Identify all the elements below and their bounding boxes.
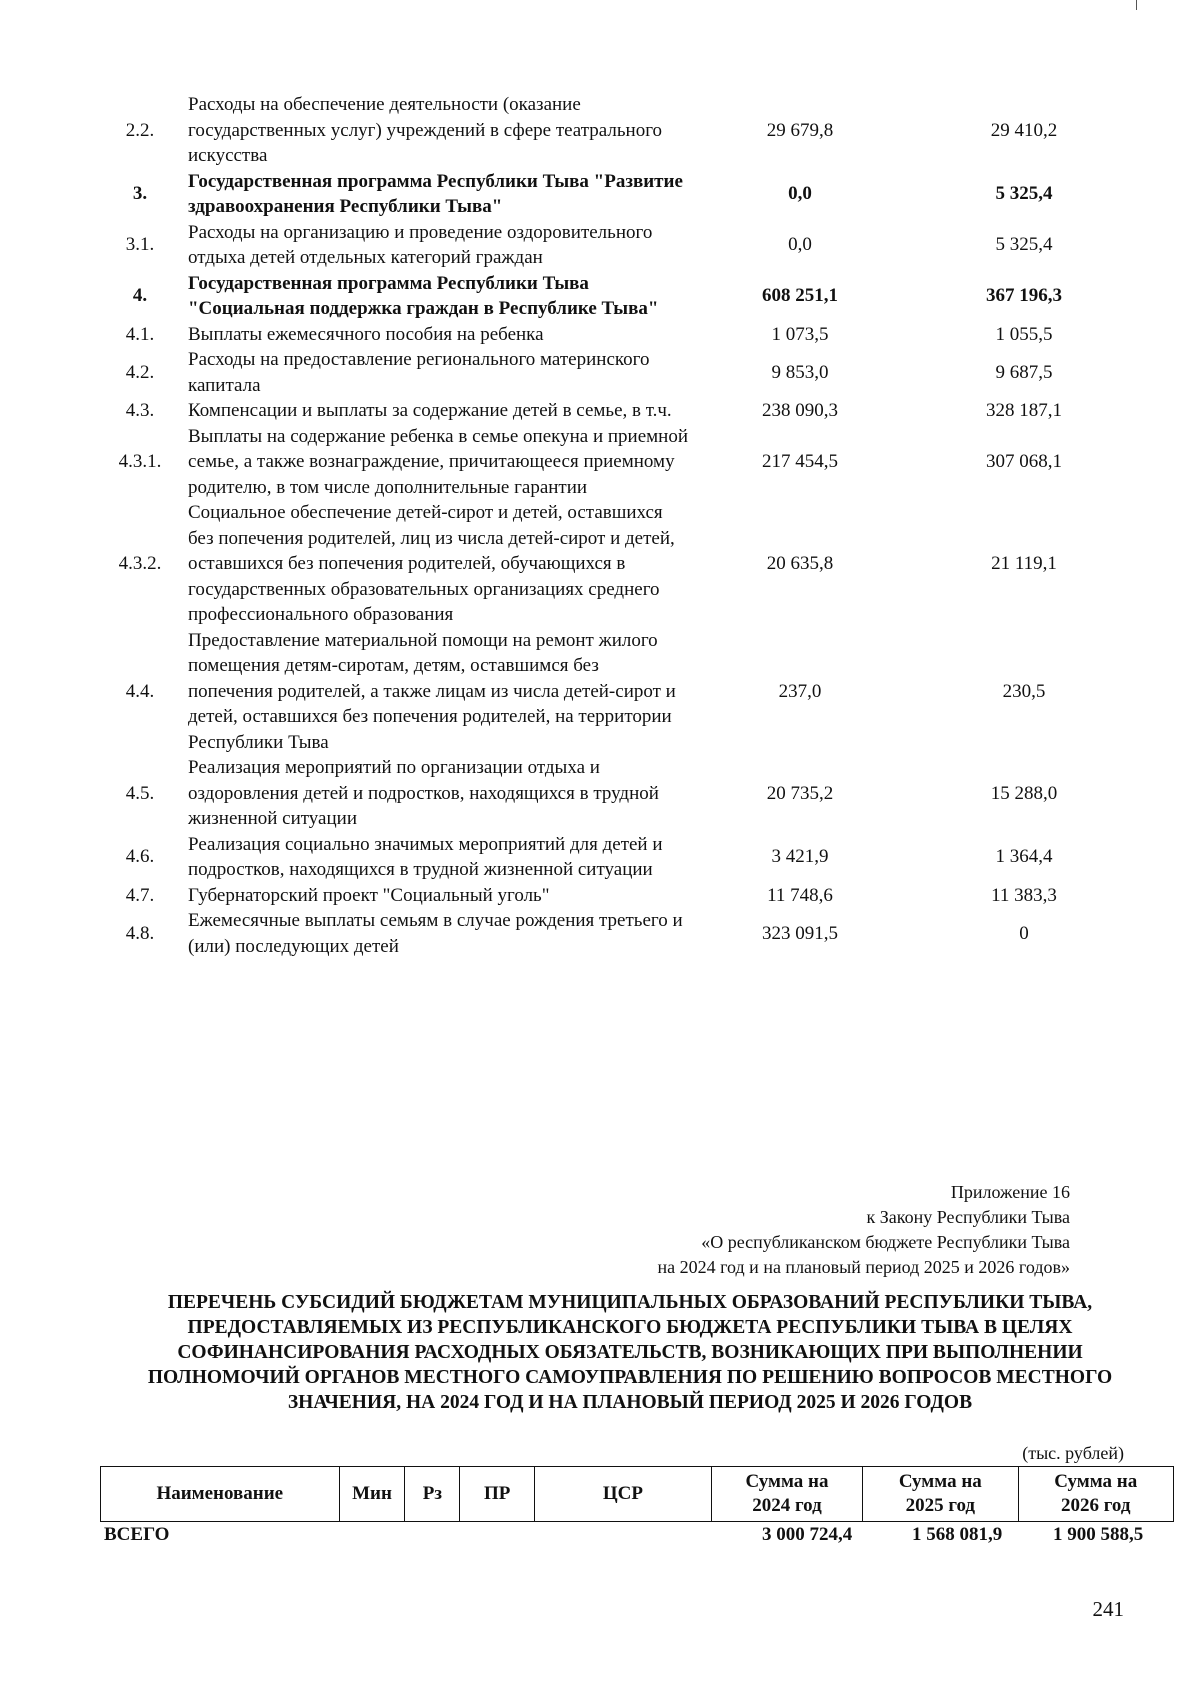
header-line: 2024 год — [752, 1495, 822, 1516]
appendix-line: к Закону Республики Тыва — [866, 1207, 1070, 1227]
row-value-2024: 238 090,3 — [762, 400, 838, 421]
heading-line: СОФИНАНСИРОВАНИЯ РАСХОДНЫХ ОБЯЗАТЕЛЬСТВ, ВОЗНИКАЮЩИХ ПРИ ВЫПОЛНЕНИИ — [177, 1342, 1083, 1363]
table-row — [96, 169, 1136, 220]
row-value-2024: 11 748,6 — [767, 884, 833, 906]
appendix-note — [657, 1180, 1070, 1280]
budget-rows — [96, 92, 1136, 959]
budget-rows-table — [96, 92, 1136, 959]
row-value-2024: 3 421,9 — [771, 846, 829, 868]
table-row — [96, 92, 1136, 169]
row-number: 4.1. — [125, 323, 155, 345]
row-value-2025: 21 119,1 — [991, 553, 1057, 574]
table-row — [96, 424, 1136, 501]
row-value-2025: 1 055,5 — [995, 323, 1053, 345]
row-name: Государственная программа Республики Тыва "Развитие здравоохранения Республики Тыва" — [188, 170, 683, 217]
table-row — [96, 220, 1136, 271]
table-row — [96, 755, 1136, 832]
total-2024: 3 000 724,4 — [762, 1524, 853, 1545]
row-name: Расходы на обеспечение деятельности (оказание государственных услуг) учреждений в сфере театрального искусства — [188, 94, 663, 166]
row-value-2025: 230,5 — [1002, 680, 1046, 702]
col-min-header: Мин — [339, 1467, 405, 1522]
col-rz-header: Рз — [405, 1467, 460, 1522]
appendix-line: Приложение 16 — [950, 1182, 1070, 1202]
row-number: 4.3.1. — [118, 451, 162, 472]
header-line: 2025 год — [905, 1495, 976, 1516]
row-number: 4.2. — [125, 361, 155, 383]
row-name: Социальное обеспечение детей-сирот и детей, оставшихся без попечения родителей, лиц из числа детей-сирот и детей, оставшихся без попечения родителей, обучающихся в государственных образовательных организациях среднего профессионального образования — [188, 502, 675, 625]
row-value-2024: 0,0 — [788, 234, 812, 256]
row-value-2025: 15 288,0 — [990, 782, 1058, 804]
total-2026: 1 900 588,5 — [1053, 1524, 1144, 1545]
row-value-2025: 307 068,1 — [986, 451, 1062, 472]
page-number: 241 — [1092, 1597, 1124, 1621]
row-value-2024: 217 454,5 — [762, 451, 838, 472]
row-number: 4.3.2. — [118, 553, 162, 574]
row-value-2025: 1 364,4 — [995, 846, 1053, 868]
row-number: 4. — [132, 285, 148, 307]
row-number: 4.7. — [125, 884, 155, 906]
col-sum2026-header — [1018, 1467, 1173, 1522]
row-number: 4.4. — [125, 680, 155, 702]
col-sum2024-header — [711, 1467, 862, 1522]
col-csr-header: ЦСР — [534, 1467, 711, 1522]
row-name: Ежемесячные выплаты семьям в случае рождения третьего и (или) последующих детей — [188, 910, 683, 957]
row-value-2024: 9 853,0 — [771, 361, 829, 383]
row-number: 3.1. — [125, 234, 155, 256]
heading-line: ПОЛНОМОЧИЙ ОРГАНОВ МЕСТНОГО САМОУПРАВЛЕНИЯ ПО РЕШЕНИЮ ВОПРОСОВ МЕСТНОГО — [147, 1367, 1113, 1388]
row-name: Расходы на предоставление регионального материнского капитала — [188, 349, 650, 396]
row-value-2024: 1 073,5 — [771, 323, 829, 345]
row-number: 2.2. — [125, 119, 155, 141]
row-number: 3. — [132, 183, 148, 205]
header-row — [101, 1467, 1174, 1522]
row-value-2025: 328 187,1 — [986, 400, 1062, 421]
table-row — [96, 347, 1136, 398]
table-row — [96, 832, 1136, 883]
units-label: (тыс. рублей) — [1022, 1443, 1124, 1463]
row-value-2025: 9 687,5 — [995, 361, 1053, 383]
document-heading — [110, 1290, 1150, 1415]
row-value-2025: 0 — [1019, 922, 1029, 944]
table-row — [96, 322, 1136, 348]
row-value-2025: 5 325,4 — [995, 183, 1053, 205]
appendix-line: на 2024 год и на плановый период 2025 и 2026 годов» — [657, 1257, 1070, 1277]
row-name: Реализация мероприятий по организации отдыха и оздоровления детей и подростков, находящихся в трудной жизненной ситуации — [188, 757, 659, 829]
row-value-2024: 29 679,8 — [766, 119, 834, 141]
row-value-2024: 20 635,8 — [766, 553, 834, 574]
table-row — [96, 271, 1136, 322]
col-pr-header: ПР — [460, 1467, 534, 1522]
row-name: Выплаты ежемесячного пособия на ребенка — [188, 323, 544, 345]
row-value-2024: 237,0 — [778, 680, 822, 702]
row-value-2025: 29 410,2 — [990, 119, 1058, 141]
table-row — [96, 628, 1136, 756]
row-name: Реализация социально значимых мероприятий для детей и подростков, находящихся в трудной жизненной ситуации — [188, 833, 663, 880]
col-sum2025-header — [863, 1467, 1018, 1522]
row-value-2024: 608 251,1 — [762, 285, 838, 307]
row-value-2025: 5 325,4 — [995, 234, 1053, 256]
heading-line: ПЕРЕЧЕНЬ СУБСИДИЙ БЮДЖЕТАМ МУНИЦИПАЛЬНЫХ ОБРАЗОВАНИЙ РЕСПУБЛИКИ ТЫВА, — [167, 1292, 1093, 1313]
header-line: Сумма на — [898, 1471, 982, 1492]
row-name: Компенсации и выплаты за содержание детей в семье, в т.ч. — [188, 400, 672, 421]
row-number: 4.6. — [125, 846, 155, 868]
col-name-header: Наименование — [101, 1467, 340, 1522]
total-2025: 1 568 081,9 — [912, 1524, 1003, 1545]
header-line: 2026 год — [1061, 1495, 1131, 1516]
table-row — [96, 908, 1136, 959]
row-value-2025: 367 196,3 — [986, 285, 1062, 307]
row-number: 4.3. — [125, 400, 155, 421]
heading-line: ЗНАЧЕНИЯ, НА 2024 ГОД И НА ПЛАНОВЫЙ ПЕРИОД 2025 И 2026 ГОДОВ — [287, 1392, 973, 1413]
row-name: Расходы на организацию и проведение оздоровительного отдыха детей отдельных категорий граждан — [188, 221, 653, 268]
row-value-2025: 11 383,3 — [991, 884, 1057, 906]
table-row — [96, 500, 1136, 628]
appendix-line: «О республиканском бюджете Республики Тыва — [701, 1232, 1070, 1252]
header-line: Сумма на — [1054, 1471, 1138, 1492]
row-name: Выплаты на содержание ребенка в семье опекуна и приемной семье, а также вознаграждение, причитающееся приемному родителю, в том числе дополнительные гарантии — [188, 425, 688, 498]
table-row — [96, 398, 1136, 424]
scan-mark — [1136, 0, 1137, 10]
table-row — [96, 883, 1136, 909]
row-name: Государственная программа Республики Тыва "Социальная поддержка граждан в Республике Тыва" — [188, 272, 659, 319]
subsidies-table-header — [100, 1466, 1174, 1522]
total-label: ВСЕГО — [104, 1524, 170, 1545]
row-value-2024: 0,0 — [788, 183, 812, 205]
heading-line: ПРЕДОСТАВЛЯЕМЫХ ИЗ РЕСПУБЛИКАНСКОГО БЮДЖЕТА РЕСПУБЛИКИ ТЫВА В ЦЕЛЯХ — [187, 1317, 1073, 1338]
row-value-2024: 323 091,5 — [762, 922, 838, 944]
row-value-2024: 20 735,2 — [766, 782, 834, 804]
row-number: 4.8. — [125, 922, 155, 944]
row-number: 4.5. — [125, 782, 155, 804]
header-line: Сумма на — [745, 1471, 829, 1492]
row-name: Губернаторский проект "Социальный уголь" — [188, 884, 550, 906]
row-name: Предоставление материальной помощи на ремонт жилого помещения детям-сиротам, детям, оставшимся без попечения родителей, а также лицам из числа детей-сирот и детей, оставшихся без попечения родителей, на территории Республики Тыва — [188, 629, 676, 753]
